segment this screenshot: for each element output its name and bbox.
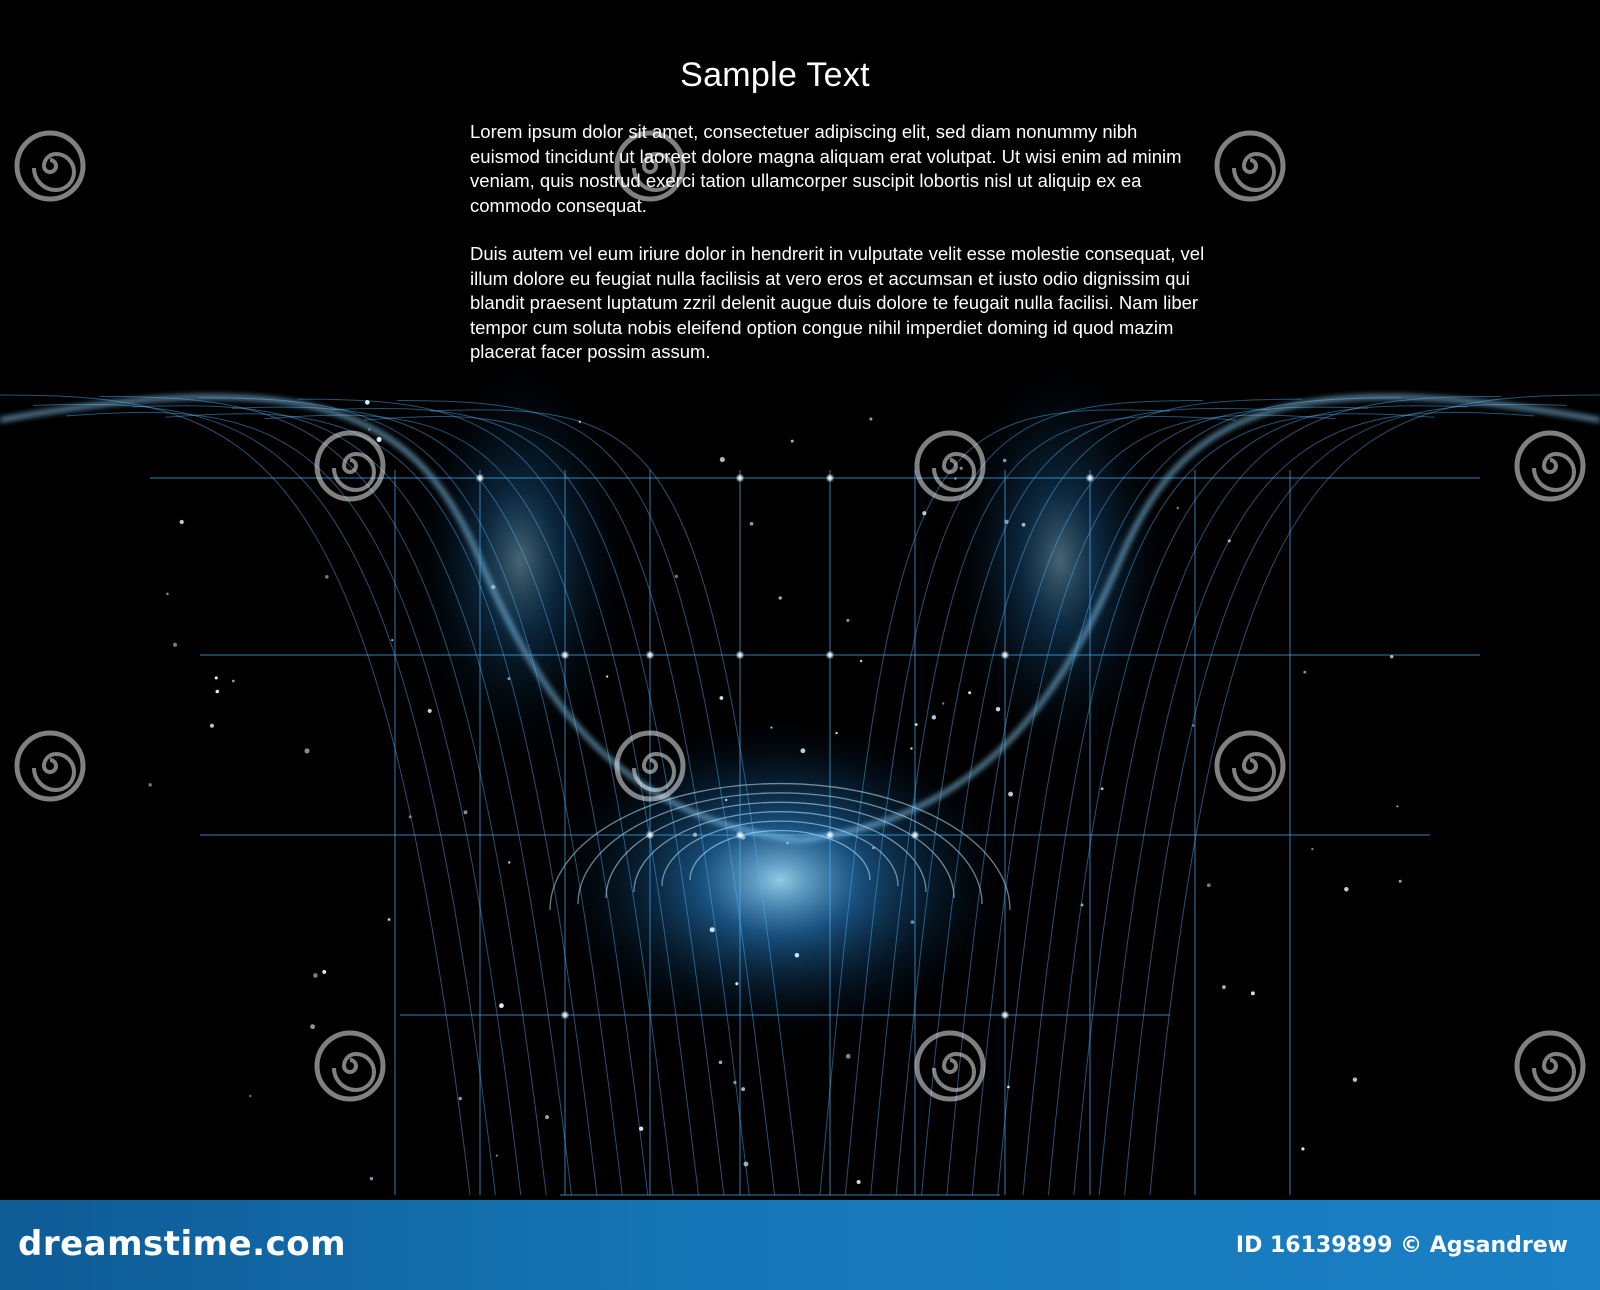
grid-node-spark bbox=[827, 475, 833, 481]
sparkle bbox=[910, 747, 912, 749]
sparkle bbox=[304, 748, 309, 753]
sparkle bbox=[968, 691, 971, 694]
sparkle bbox=[507, 677, 510, 680]
grid-node-spark bbox=[1002, 652, 1008, 658]
sparkle bbox=[166, 593, 168, 595]
sparkle bbox=[996, 707, 1000, 711]
sparkle bbox=[249, 1095, 251, 1097]
grid-node-spark bbox=[562, 1012, 568, 1018]
sparkle bbox=[606, 675, 608, 677]
sparkle bbox=[1081, 904, 1084, 907]
grid-node-spark bbox=[737, 832, 743, 838]
sparkle bbox=[508, 861, 510, 863]
sparkle bbox=[744, 1162, 749, 1167]
sparkle bbox=[499, 1003, 504, 1008]
sparkle bbox=[675, 575, 678, 578]
sparkle bbox=[1344, 887, 1349, 892]
sparkle bbox=[313, 973, 318, 978]
sparkle bbox=[800, 748, 805, 753]
sparkle bbox=[1176, 507, 1179, 510]
sparkle bbox=[496, 1155, 498, 1157]
sparkle bbox=[735, 982, 738, 985]
sparkle bbox=[857, 1180, 861, 1184]
sparkle bbox=[750, 522, 754, 526]
grid-node-spark bbox=[912, 832, 918, 838]
sparkle bbox=[368, 428, 370, 430]
sparkle bbox=[932, 715, 936, 719]
grid-node-spark bbox=[827, 832, 833, 838]
sparkle bbox=[458, 1097, 462, 1101]
page-title: Sample Text bbox=[680, 56, 870, 94]
sparkle bbox=[915, 723, 918, 726]
sparkle bbox=[1207, 883, 1211, 887]
sparkle bbox=[365, 400, 370, 405]
funnel-curve-left bbox=[0, 395, 470, 1195]
sparkle bbox=[835, 732, 837, 734]
sparkle bbox=[232, 680, 235, 683]
sparkle bbox=[725, 799, 727, 801]
sparkle bbox=[1396, 805, 1398, 807]
sparkle bbox=[720, 696, 724, 700]
sparkle bbox=[869, 418, 872, 421]
sparkle bbox=[370, 1177, 373, 1180]
sparkle bbox=[409, 815, 412, 818]
sparkle bbox=[325, 575, 328, 578]
grid-node-spark bbox=[737, 652, 743, 658]
sparkle bbox=[1022, 523, 1026, 527]
sparkle bbox=[795, 953, 800, 958]
paragraph-2: Duis autem vel eum iriure dolor in hendrerit in vulputate velit esse molestie consequat, vel illum dolore eu feugiat nulla facilisis at vero eros et accumsan et iusto odio dignissim qui blandit praesent luptatum zzril delenit augue duis dolore te feugait nulla facilisi. Nam liber tempor cum soluta nobis eleifend option congue nihil imperdiet doming id quod mazim placerat facer possim assum. bbox=[470, 243, 1205, 362]
sparkle bbox=[639, 1127, 643, 1131]
sparkle bbox=[1353, 1078, 1357, 1082]
sparkle bbox=[960, 467, 963, 470]
grid-node-spark bbox=[827, 652, 833, 658]
sparkle bbox=[180, 520, 184, 524]
sparkle bbox=[860, 660, 862, 662]
sparkle bbox=[791, 440, 794, 443]
sparkle bbox=[770, 727, 772, 729]
sparkle bbox=[1251, 991, 1255, 995]
sparkle bbox=[215, 676, 218, 679]
sparkle bbox=[1004, 520, 1008, 524]
grid-node-spark bbox=[1002, 1012, 1008, 1018]
sparkle bbox=[942, 702, 944, 704]
sparkle bbox=[1301, 1147, 1304, 1150]
sparkle bbox=[1192, 724, 1194, 726]
sparkle bbox=[922, 511, 926, 515]
sparkle bbox=[210, 724, 214, 728]
sparkle bbox=[377, 437, 382, 442]
sparkle bbox=[954, 477, 956, 479]
sparkle bbox=[872, 847, 874, 849]
sparkle bbox=[846, 1054, 851, 1059]
footer-bar bbox=[0, 1200, 1600, 1290]
sparkle bbox=[779, 596, 782, 599]
grid-node-spark bbox=[1087, 475, 1093, 481]
brand-logo-text[interactable]: dreamstime.com bbox=[18, 1224, 347, 1264]
grid-node-spark bbox=[647, 832, 653, 838]
sparkle bbox=[1222, 985, 1226, 989]
sparkle bbox=[173, 643, 177, 647]
sparkle bbox=[1008, 792, 1013, 797]
sparkle bbox=[710, 927, 715, 932]
funnel-curve-right bbox=[1150, 395, 1600, 1195]
sparkle bbox=[719, 1061, 722, 1064]
sparkle bbox=[1228, 539, 1231, 542]
sparkle bbox=[693, 833, 697, 837]
sparkle bbox=[579, 421, 581, 423]
sparkle bbox=[148, 783, 151, 786]
sparkle bbox=[545, 1115, 549, 1119]
sparkle bbox=[1399, 880, 1402, 883]
sparkle bbox=[310, 1024, 315, 1029]
sparkle bbox=[911, 920, 915, 924]
sparkle bbox=[1007, 1086, 1010, 1089]
grid-node-spark bbox=[737, 475, 743, 481]
sparkle bbox=[720, 457, 725, 462]
image-credit: ID 16139899 © Agsandrew bbox=[1235, 1233, 1568, 1258]
sparkle bbox=[1390, 655, 1393, 658]
sparkle bbox=[786, 842, 788, 844]
sparkle bbox=[464, 810, 468, 814]
sparkle bbox=[733, 1081, 736, 1084]
sparkle bbox=[741, 1087, 745, 1091]
grid-node-spark bbox=[647, 652, 653, 658]
funnel-curve-right bbox=[1125, 404, 1567, 1195]
sparkle bbox=[1003, 459, 1007, 463]
sparkle bbox=[491, 585, 495, 589]
sparkle bbox=[388, 918, 391, 921]
sparkle bbox=[391, 639, 393, 641]
sparkle bbox=[846, 619, 849, 622]
grid-node-spark bbox=[477, 475, 483, 481]
grid-node-spark bbox=[562, 652, 568, 658]
sparkle bbox=[216, 690, 219, 693]
sparkle bbox=[1303, 671, 1306, 674]
sparkle bbox=[1101, 787, 1104, 790]
sparkle bbox=[428, 709, 432, 713]
paragraph-1: Lorem ipsum dolor sit amet, consectetuer adipiscing elit, sed diam nonummy nibh euismod tincidunt ut laoreet dolore magna aliquam erat volutpat. Ut wisi enim ad minim veniam, quis nostrud exerci tation ullamcorper suscipit lobortis nisl ut aliquip ex ea commodo consequat. bbox=[470, 121, 1182, 216]
sparkle bbox=[322, 970, 326, 974]
sparkle bbox=[1311, 848, 1313, 850]
